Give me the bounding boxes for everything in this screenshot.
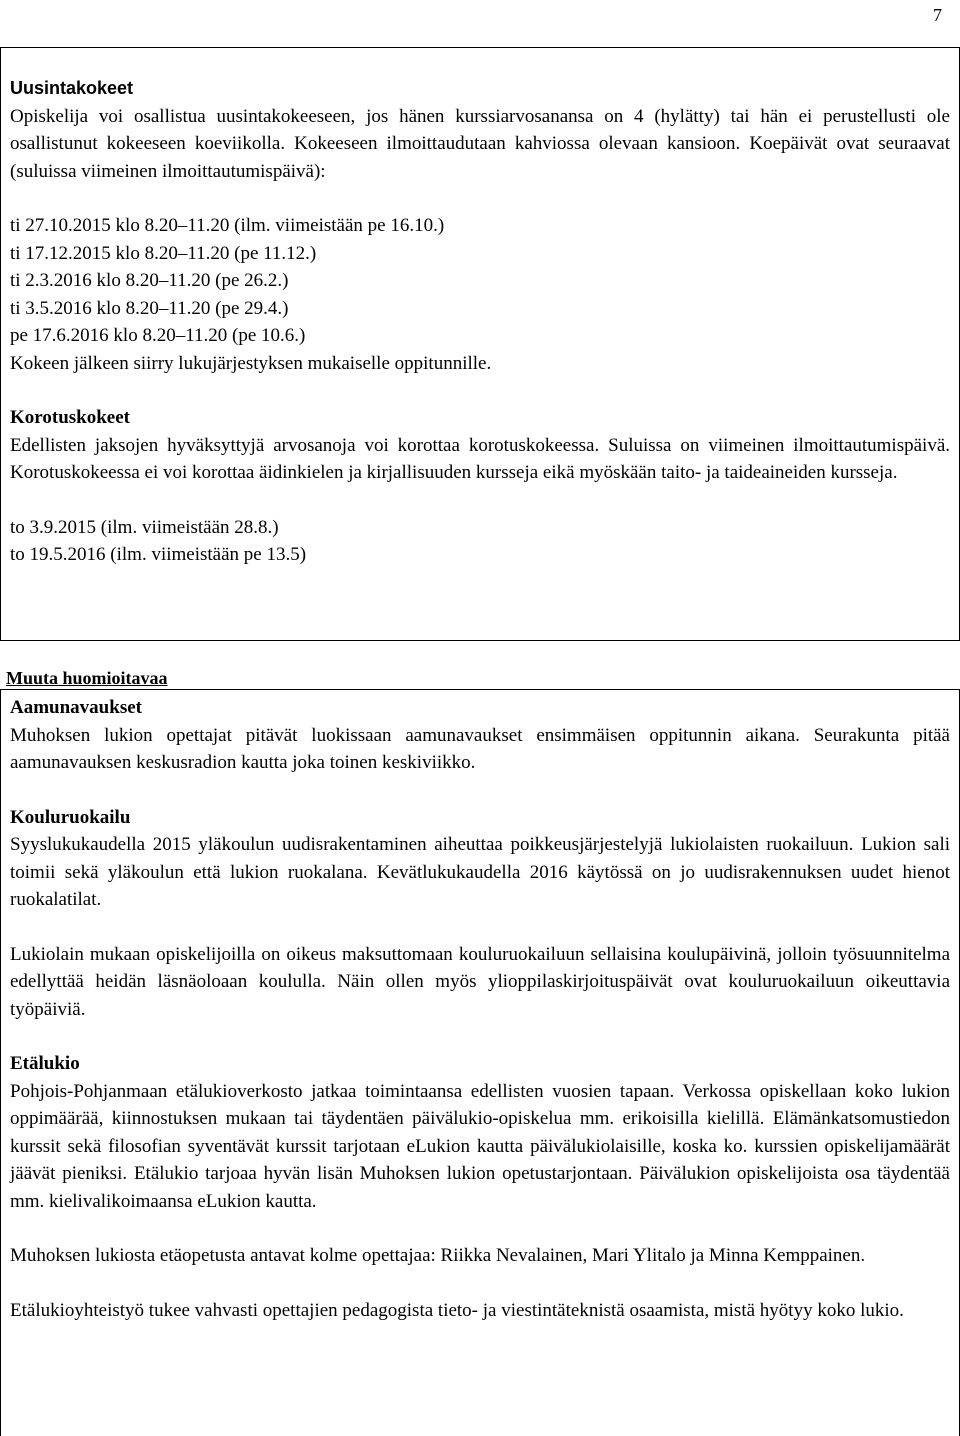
uusintakokeet-title: Uusintakokeet xyxy=(10,78,134,98)
aamunavaukset-title: Aamunavaukset xyxy=(10,697,142,718)
uusintakokeet-dates xyxy=(10,212,950,350)
korotuskokeet-dates xyxy=(10,514,950,569)
retake-date: pe 17.6.2016 klo 8.20–11.20 (pe 10.6.) xyxy=(10,325,306,346)
kouluruokailu-text-1: Syyslukukaudella 2015 yläkoulun uudisrakentaminen aiheuttaa poikkeusjärjestelyjä lukiolaisten ruokailuun. Lukion sali toimii sekä yläkoulun että lukion ruokalana. Kevätlukukaudella 2016 käytössä on jo uudisrakennuksen uudet hienot ruokalatilat. xyxy=(10,834,950,910)
exam-info-box xyxy=(0,47,960,641)
etalukio-text-2: Muhoksen lukiosta etäopetusta antavat kolme opettajaa: Riikka Nevalainen, Mari Ylitalo ja Minna Kemppainen. xyxy=(10,1245,866,1266)
other-info-box xyxy=(0,689,960,1436)
korotuskokeet-title: Korotuskokeet xyxy=(10,407,130,428)
etalukio-title: Etälukio xyxy=(10,1053,80,1074)
retake-date: ti 17.12.2015 klo 8.20–11.20 (pe 11.12.) xyxy=(10,242,317,264)
kouluruokailu-title: Kouluruokailu xyxy=(10,806,131,828)
after-exam-note: Kokeen jälkeen siirry lukujärjestyksen mukaiselle oppitunnille. xyxy=(10,352,492,374)
improvement-date: to 19.5.2016 (ilm. viimeistään pe 13.5) xyxy=(10,544,307,565)
improvement-date: to 3.9.2015 (ilm. viimeistään 28.8.) xyxy=(10,516,279,538)
etalukio-text-1: Pohjois-Pohjanmaan etälukioverkosto jatkaa toimintaansa edellisten vuosien tapaan. Verkossa opiskellaan koko lukion oppimäärää, kiinnostuksen mukaan tai täydentäen päivälukio-opiskelua mm. erikoisilla kielillä. Elämänkatsomustiedon kurssit sekä filosofian syventävät kurssit tarjotaan eLukion kautta päivälukiolaisille, koska ko. kurssien opiskelijamäärät jäävät pieniksi. Etälukio tarjoaa hyvän lisän Muhoksen lukion opetustarjontaan. Päivälukion opiskelijoista osa täydentää mm. kielivalikoimaansa eLukion kautta. xyxy=(10,1080,950,1212)
aamunavaukset-text: Muhoksen lukion opettajat pitävät luokissaan aamunavaukset ensimmäisen oppitunnin aikana. Seurakunta pitää aamunavauksen keskusradion kautta joka toinen keskiviikko. xyxy=(10,724,950,773)
etalukio-text-3: Etälukioyhteistyö tukee vahvasti opettajien pedagogista tieto- ja viestintäteknistä osaamista, mistä hyötyy koko lukio. xyxy=(10,1299,904,1321)
muuta-heading: Muuta huomioitavaa xyxy=(6,668,168,688)
retake-date: ti 2.3.2016 klo 8.20–11.20 (pe 26.2.) xyxy=(10,270,289,291)
retake-date: ti 3.5.2016 klo 8.20–11.20 (pe 29.4.) xyxy=(10,297,289,319)
uusintakokeet-intro: Opiskelija voi osallistua uusintakokeeseen, jos hänen kurssiarvosanansa on 4 (hylätty) tai hän ei perustellusti ole osallistunut kokeeseen koeviikolla. Kokeeseen ilmoittaudutaan kahviossa olevaan kansioon. Koepäivät ovat seuraavat (suluissa viimeinen ilmoittautumispäivä): xyxy=(10,105,950,182)
retake-date: ti 27.10.2015 klo 8.20–11.20 (ilm. viimeistään pe 16.10.) xyxy=(10,215,445,236)
page-number: 7 xyxy=(933,5,942,25)
korotuskokeet-text: Edellisten jaksojen hyväksyttyjä arvosanoja voi korottaa korotuskokeessa. Suluissa on viimeinen ilmoittautumispäivä. Korotuskokeessa ei voi korottaa äidinkielen ja kirjallisuuden kursseja eikä myöskään taito- ja taideaineiden kursseja. xyxy=(10,434,950,483)
kouluruokailu-text-2: Lukiolain mukaan opiskelijoilla on oikeus maksuttomaan kouluruokailuun sellaisina koulupäivinä, jolloin työsuunnitelma edellyttää heidän läsnäoloaan koululla. Näin ollen myös ylioppilaskirjoituspäivät ovat kouluruokailuun oikeuttavia työpäiviä. xyxy=(10,943,950,1020)
